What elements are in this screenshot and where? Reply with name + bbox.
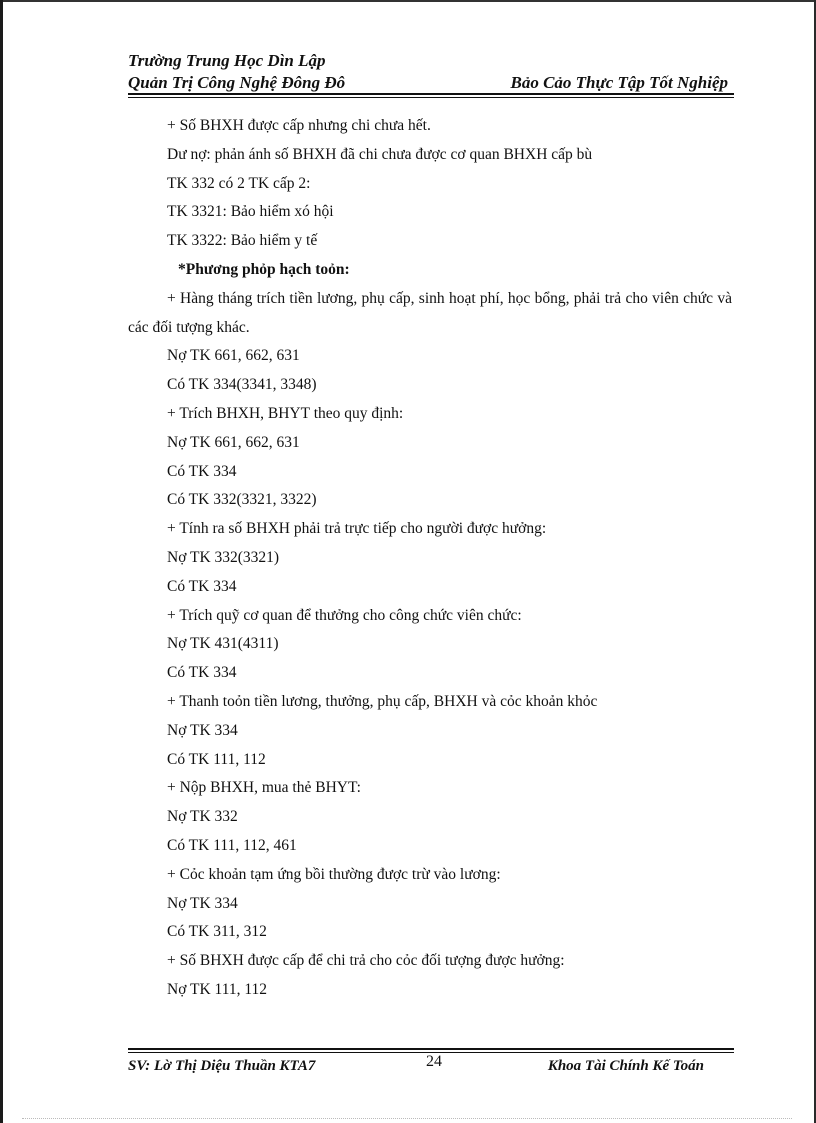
body-line: Nợ TK 332(3321) [167,548,280,566]
body-line: TK 332 có 2 TK cấp 2: [167,174,311,192]
header-department: Quản Trị Công Nghệ Đông Đô [128,73,346,92]
body-line: Nợ TK 334 [167,894,238,912]
body-line: TK 3322: Bảo hiểm y tế [167,232,318,250]
page-footer [128,1054,734,1078]
body-line: Có TK 334 [167,462,237,480]
body-line: + Nộp BHXH, mua thẻ BHYT: [167,779,361,797]
body-line: + Trích BHXH, BHYT theo quy định: [167,404,404,422]
section-heading: *Phương phỏp hạch toỏn: [178,260,350,278]
page-body [128,112,732,1005]
page-top-border [0,0,816,2]
body-line: Có TK 111, 112 [167,750,266,768]
header-line-2 [128,72,734,94]
header-school: Trường Trung Học Dìn Lập [128,51,326,70]
page-left-border [0,0,3,1123]
body-line: + Tính ra số BHXH phải trả trực tiếp cho người được hưởng: [167,520,547,538]
body-line: + Số BHXH được cấp nhưng chi chưa hết. [167,117,431,134]
body-line: + Thanh toỏn tiền lương, thưởng, phụ cấp, BHXH và cỏc khoản khỏc [167,692,598,710]
body-line: Nợ TK 334 [167,721,238,739]
body-line: Có TK 311, 312 [167,923,267,941]
body-line: + Cỏc khoản tạm ứng bồi thường được trừ vào lương: [167,865,501,883]
header-report-title: Bảo Cảo Thực Tập Tốt Nghiệp [510,73,728,92]
body-line: Nợ TK 661, 662, 631 [167,433,300,451]
header-rule-thin [128,97,734,98]
body-line: + Trích quỹ cơ quan để thưởng cho công chức viên chức: [167,606,522,624]
body-line: + Số BHXH được cấp để chi trả cho cỏc đối tượng được hưởng: [167,952,565,970]
body-line: Nợ TK 431(4311) [167,635,279,653]
body-line: Nợ TK 332 [167,808,238,826]
page-bottom-dotted-line [22,1118,792,1119]
body-line: Có TK 334 [167,577,237,595]
header-rule [128,93,734,95]
footer-student: SV: Lờ Thị Diệu Thuần KTA7 [128,1058,316,1074]
page-header [128,50,734,94]
page-number: 24 [426,1053,442,1070]
body-line: Có TK 334(3341, 3348) [167,376,317,394]
body-line: Có TK 111, 112, 461 [167,836,297,854]
body-line: Có TK 332(3321, 3322) [167,491,317,509]
body-line: Có TK 334 [167,664,237,682]
footer-faculty: Khoa Tài Chính Kế Toán [547,1058,704,1074]
body-line: TK 3321: Bảo hiểm xó hội [167,203,334,221]
body-line: Nợ TK 111, 112 [167,980,268,998]
body-line: Dư nợ: phản ánh số BHXH đã chi chưa được cơ quan BHXH cấp bù [167,145,593,163]
body-line: Nợ TK 661, 662, 631 [167,347,300,365]
body-paragraph: + Hàng tháng trích tiền lương, phụ cấp, sinh hoạt phí, học bổng, phải trả cho viên chức và các đối tượng khác. [128,289,732,336]
